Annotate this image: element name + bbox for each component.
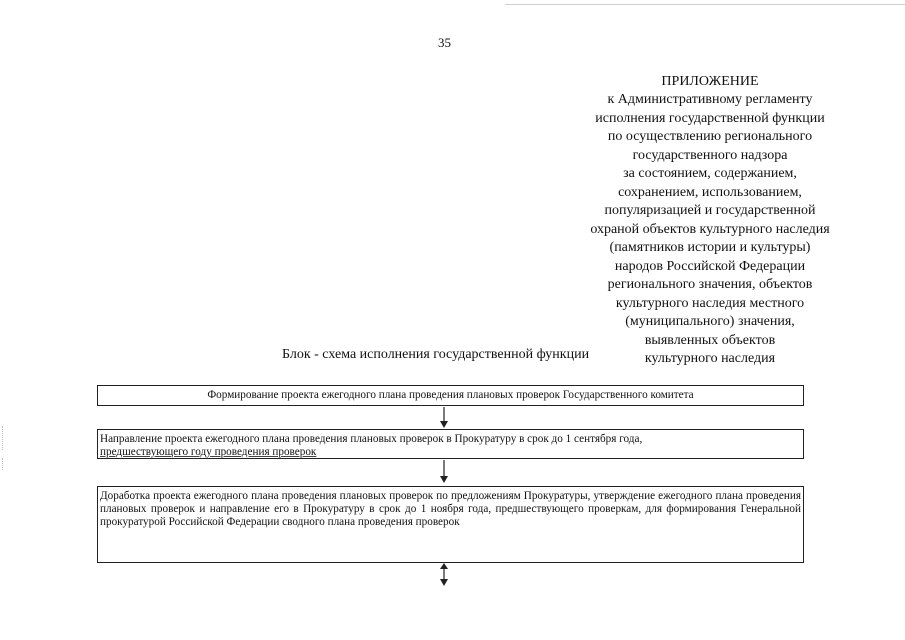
scan-edge-mark: [2, 426, 3, 450]
flow-step-3: [97, 486, 804, 563]
top-edge-rule: [505, 4, 905, 5]
appendix-line: по осуществлению регионального: [607, 129, 813, 144]
appendix-line: исполнения государственной функции: [595, 110, 825, 126]
appendix-line: за состоянием, содержанием,: [623, 166, 797, 181]
scheme-title: Блок - схема исполнения государственной функции: [282, 347, 590, 362]
appendix-line: популяризацией и государственной: [604, 203, 816, 218]
flow-step-1-text: Формирование проекта ежегодного плана проведения плановых проверок Государственного комитета: [207, 389, 694, 401]
appendix-line: народов Российской Федерации: [614, 258, 806, 274]
flow-step-2-line-1: Направление проекта ежегодного плана проведения плановых проверок в Прокуратуру в срок до 1 сентября года,: [100, 433, 643, 445]
scan-edge-mark: [2, 458, 3, 470]
appendix-line: государственного надзора: [632, 147, 788, 163]
appendix-line: культурного наследия: [644, 351, 776, 366]
appendix-line: к Административному регламенту: [607, 92, 813, 107]
arrow-down-icon: [437, 460, 451, 484]
appendix-line: культурного наследия местного: [615, 295, 805, 311]
page-number: 35: [438, 35, 451, 50]
appendix-line: (муниципального) значения,: [625, 314, 795, 329]
appendix-line: выявленных объектов: [644, 332, 776, 348]
flow-step-1: [97, 385, 804, 406]
appendix-line: сохранением, использованием,: [618, 184, 802, 200]
appendix-line: (памятников истории и культуры): [609, 240, 811, 255]
arrow-down-icon: [437, 563, 451, 587]
appendix-line: регионального значения, объектов: [607, 277, 813, 292]
flow-step-3-text: Доработка проекта ежегодного плана проведения плановых проверок по предложениям Прокуратуры, утверждение ежегодного плана проведения плановых проверок и направление его в Прокуратуру в срок до 1 ноября года, предшествующего проверкам, для формирования Генеральной прокуратурой Российской Федерации сводного плана проведения проверок: [100, 490, 801, 528]
appendix-header: [560, 73, 860, 369]
flow-step-2: [97, 429, 804, 459]
arrow-down-icon: [437, 407, 451, 429]
appendix-line: охраной объектов культурного наследия: [590, 221, 830, 237]
flow-step-2-line-2: предшествующего году проведения проверок: [100, 446, 317, 458]
appendix-title: ПРИЛОЖЕНИЕ: [661, 74, 759, 89]
